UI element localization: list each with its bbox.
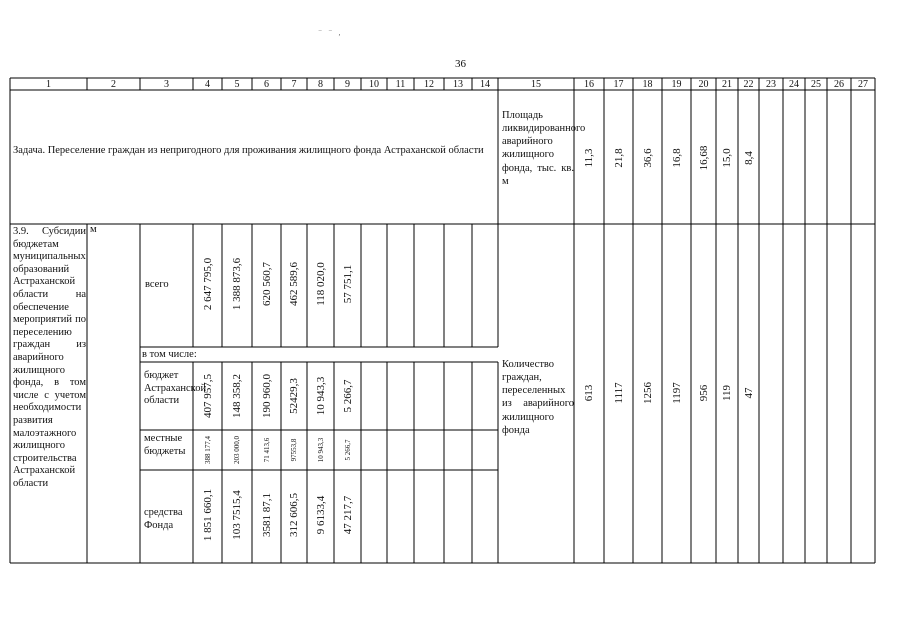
fund-label: средства Фонда [144, 507, 183, 531]
scan-speck-marks: ⁻ ⁻ , [318, 28, 343, 37]
total-value: 620 560,7 [260, 262, 273, 306]
task-title: Задача. Переселение граждан из непригодного для проживания жилищного фонда Астраханской области [13, 145, 484, 156]
header-cell: 16 [584, 79, 594, 90]
header-cell: 14 [480, 79, 490, 90]
header-cell: 6 [264, 79, 269, 90]
total-value: 1 388 873,6 [231, 257, 243, 311]
local-value: 97553,8 [290, 438, 298, 462]
header-cell: 3 [164, 79, 169, 90]
task-indicator: Площадь ликвидированного аварийного жилищного фонда, тыс. кв. м [502, 110, 586, 187]
fund-value: 9 6133,4 [314, 495, 327, 535]
header-cell: 21 [722, 79, 732, 90]
header-cell: 9 [345, 79, 350, 90]
fund-value: 1 851 660,1 [201, 488, 214, 542]
measure-indicator: Количество граждан, переселенных из аварийного жилищного фонда [502, 359, 574, 436]
budget-value: 10 943,3 [314, 376, 327, 416]
task-value: 8,4 [742, 151, 755, 165]
header-cell: 18 [642, 79, 653, 90]
header-cell: 13 [453, 79, 463, 90]
task-value: 15,0 [721, 148, 733, 168]
task-value: 11,3 [583, 148, 595, 168]
total-label: всего [145, 279, 169, 290]
header-cell: 27 [858, 79, 868, 90]
header-cell: 15 [531, 79, 541, 90]
header-cell: 24 [789, 79, 799, 90]
total-value: 57 751,1 [341, 264, 354, 304]
header-cell: 10 [369, 79, 379, 90]
including-label: в том числе: [142, 349, 197, 360]
header-cell: 4 [205, 79, 210, 90]
total-value: 2 647 795,0 [201, 257, 214, 311]
header-cell: 19 [671, 79, 682, 90]
local-label: местные бюджеты [144, 433, 186, 457]
fund-value: 103 7515,4 [231, 490, 243, 540]
local-value: 5 266,7 [343, 439, 352, 461]
measure-col2: м [90, 224, 97, 235]
local-value: 10 943,3 [316, 437, 325, 463]
indicator-value: 1117 [612, 382, 625, 404]
header-cell: 2 [111, 79, 116, 90]
measure-description: 3.9. Субсидии бюджетам муниципальных образований Астраханской области на обеспечение мероприятий по переселению граждан из аварийного жилищного фонда, в том числе с учетом необходимости развития малоэтажного жилищного строительства Астраханской области [13, 226, 86, 489]
fund-value: 47 217,7 [341, 495, 354, 535]
task-value: 16,68 [697, 145, 710, 171]
task-value: 16,8 [670, 148, 683, 168]
header-cell: 17 [613, 79, 624, 90]
page-number: 36 [455, 58, 466, 70]
budget-value: 5 266,7 [341, 379, 354, 413]
header-cell: 20 [698, 79, 709, 90]
indicator-value: 956 [697, 384, 710, 402]
indicator-value: 119 [721, 384, 733, 402]
total-value: 118 020,0 [314, 262, 327, 306]
header-cell: 1 [46, 79, 51, 90]
header-cell: 22 [743, 79, 754, 90]
local-value: 71 413,6 [262, 437, 271, 463]
indicator-value: 47 [742, 387, 755, 399]
budget-label: бюджет Астраханской области [144, 370, 207, 407]
indicator-value: 613 [583, 384, 595, 402]
task-value: 21,8 [612, 148, 625, 168]
header-cell: 23 [766, 79, 776, 90]
indicator-value: 1197 [670, 382, 683, 404]
header-cell: 7 [291, 79, 297, 90]
header-cell: 5 [234, 79, 240, 90]
indicator-value: 1256 [641, 382, 654, 404]
header-cell: 12 [424, 79, 434, 90]
header-cell: 26 [834, 79, 844, 90]
local-value: 388 177,4 [203, 436, 212, 464]
header-cell: 25 [811, 79, 821, 90]
budget-value: 407 957,5 [201, 374, 214, 418]
fund-value: 3581 87,1 [260, 493, 273, 537]
local-value: 203 000,0 [233, 436, 241, 464]
budget-value: 52429,3 [288, 378, 300, 414]
budget-value: 190 960,0 [260, 374, 273, 418]
header-cell: 8 [318, 79, 323, 90]
header-cell: 11 [395, 79, 406, 90]
task-value: 36,6 [641, 148, 654, 168]
total-value: 462 589,6 [288, 262, 300, 306]
budget-value: 148 358,2 [231, 374, 243, 418]
fund-value: 312 606,5 [288, 493, 300, 537]
